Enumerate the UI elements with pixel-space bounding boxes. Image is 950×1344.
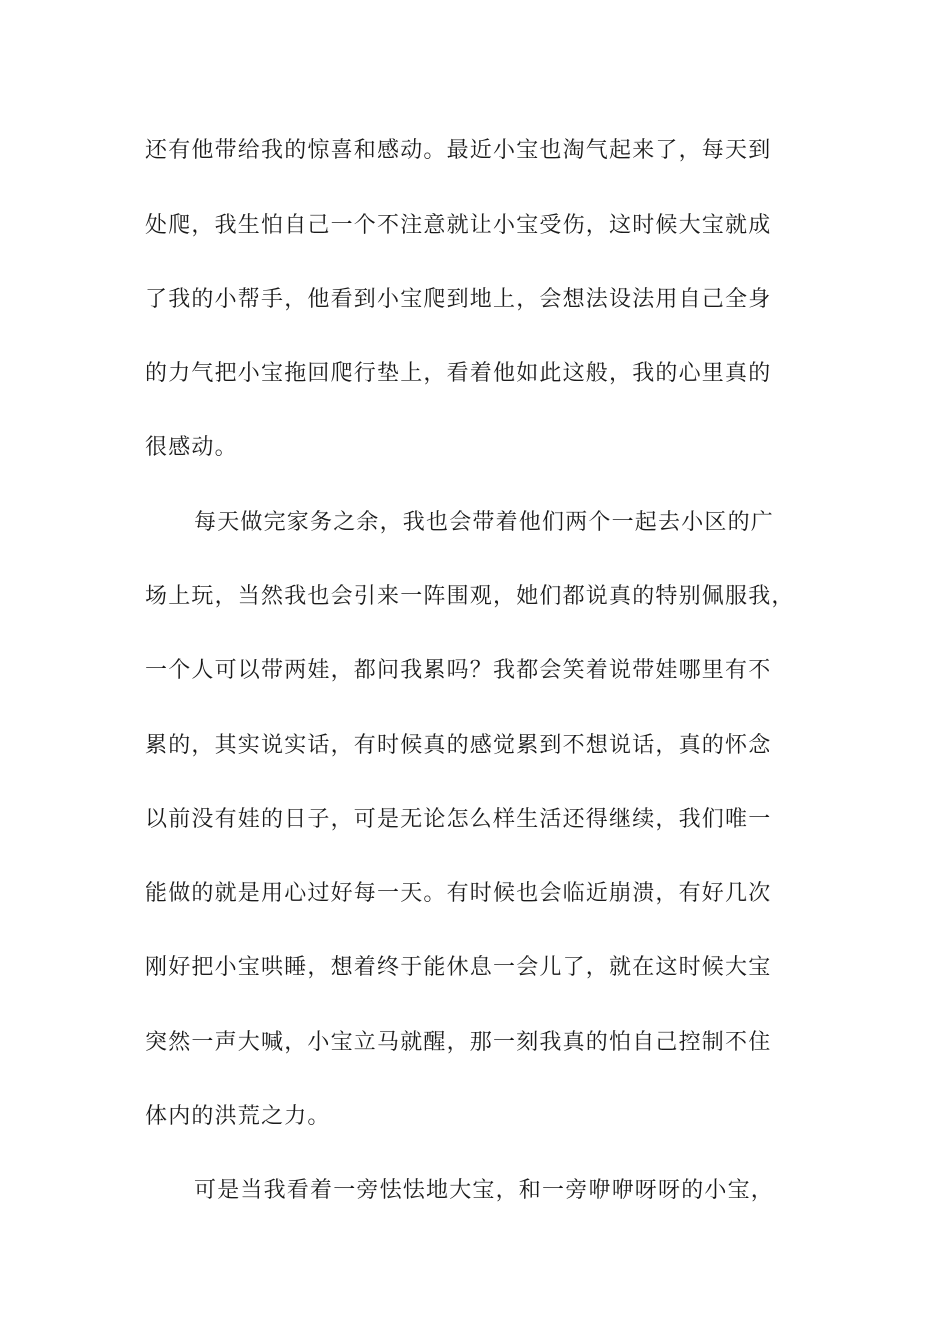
text-line-9: 累的，其实说实话，有时候真的感觉累到不想说话，真的怀念: [145, 733, 772, 758]
text-line-11: 能做的就是用心过好每一天。有时候也会临近崩溃，有好几次: [145, 881, 772, 906]
text-line-4: 的力气把小宝拖回爬行垫上，看着他如此这般，我的心里真的: [145, 361, 772, 386]
text-line-7: 场上玩，当然我也会引来一阵围观，她们都说真的特别佩服我，: [145, 584, 795, 609]
text-line-3: 了我的小帮手，他看到小宝爬到地上，会想法设法用自己全身: [145, 287, 772, 312]
text-line-12: 刚好把小宝哄睡，想着终于能休息一会儿了，就在这时候大宝: [145, 955, 772, 980]
text-line-8: 一个人可以带两娃，都问我累吗？我都会笑着说带娃哪里有不: [145, 658, 772, 683]
text-line-5: 很感动。: [145, 435, 238, 460]
text-line-1: 还有他带给我的惊喜和感动。最近小宝也淘气起来了，每天到: [145, 138, 772, 163]
text-line-13: 突然一声大喊，小宝立马就醒，那一刻我真的怕自己控制不住: [145, 1030, 772, 1055]
text-line-14: 体内的洪荒之力。: [145, 1104, 331, 1129]
text-line-6: 每天做完家务之余，我也会带着他们两个一起去小区的广: [194, 510, 775, 535]
text-line-2: 处爬，我生怕自己一个不注意就让小宝受伤，这时候大宝就成: [145, 213, 772, 238]
text-line-10: 以前没有娃的日子，可是无论怎么样生活还得继续，我们唯一: [145, 807, 772, 832]
text-line-15: 可是当我看着一旁怯怯地大宝，和一旁咿咿呀呀的小宝，: [194, 1178, 775, 1203]
